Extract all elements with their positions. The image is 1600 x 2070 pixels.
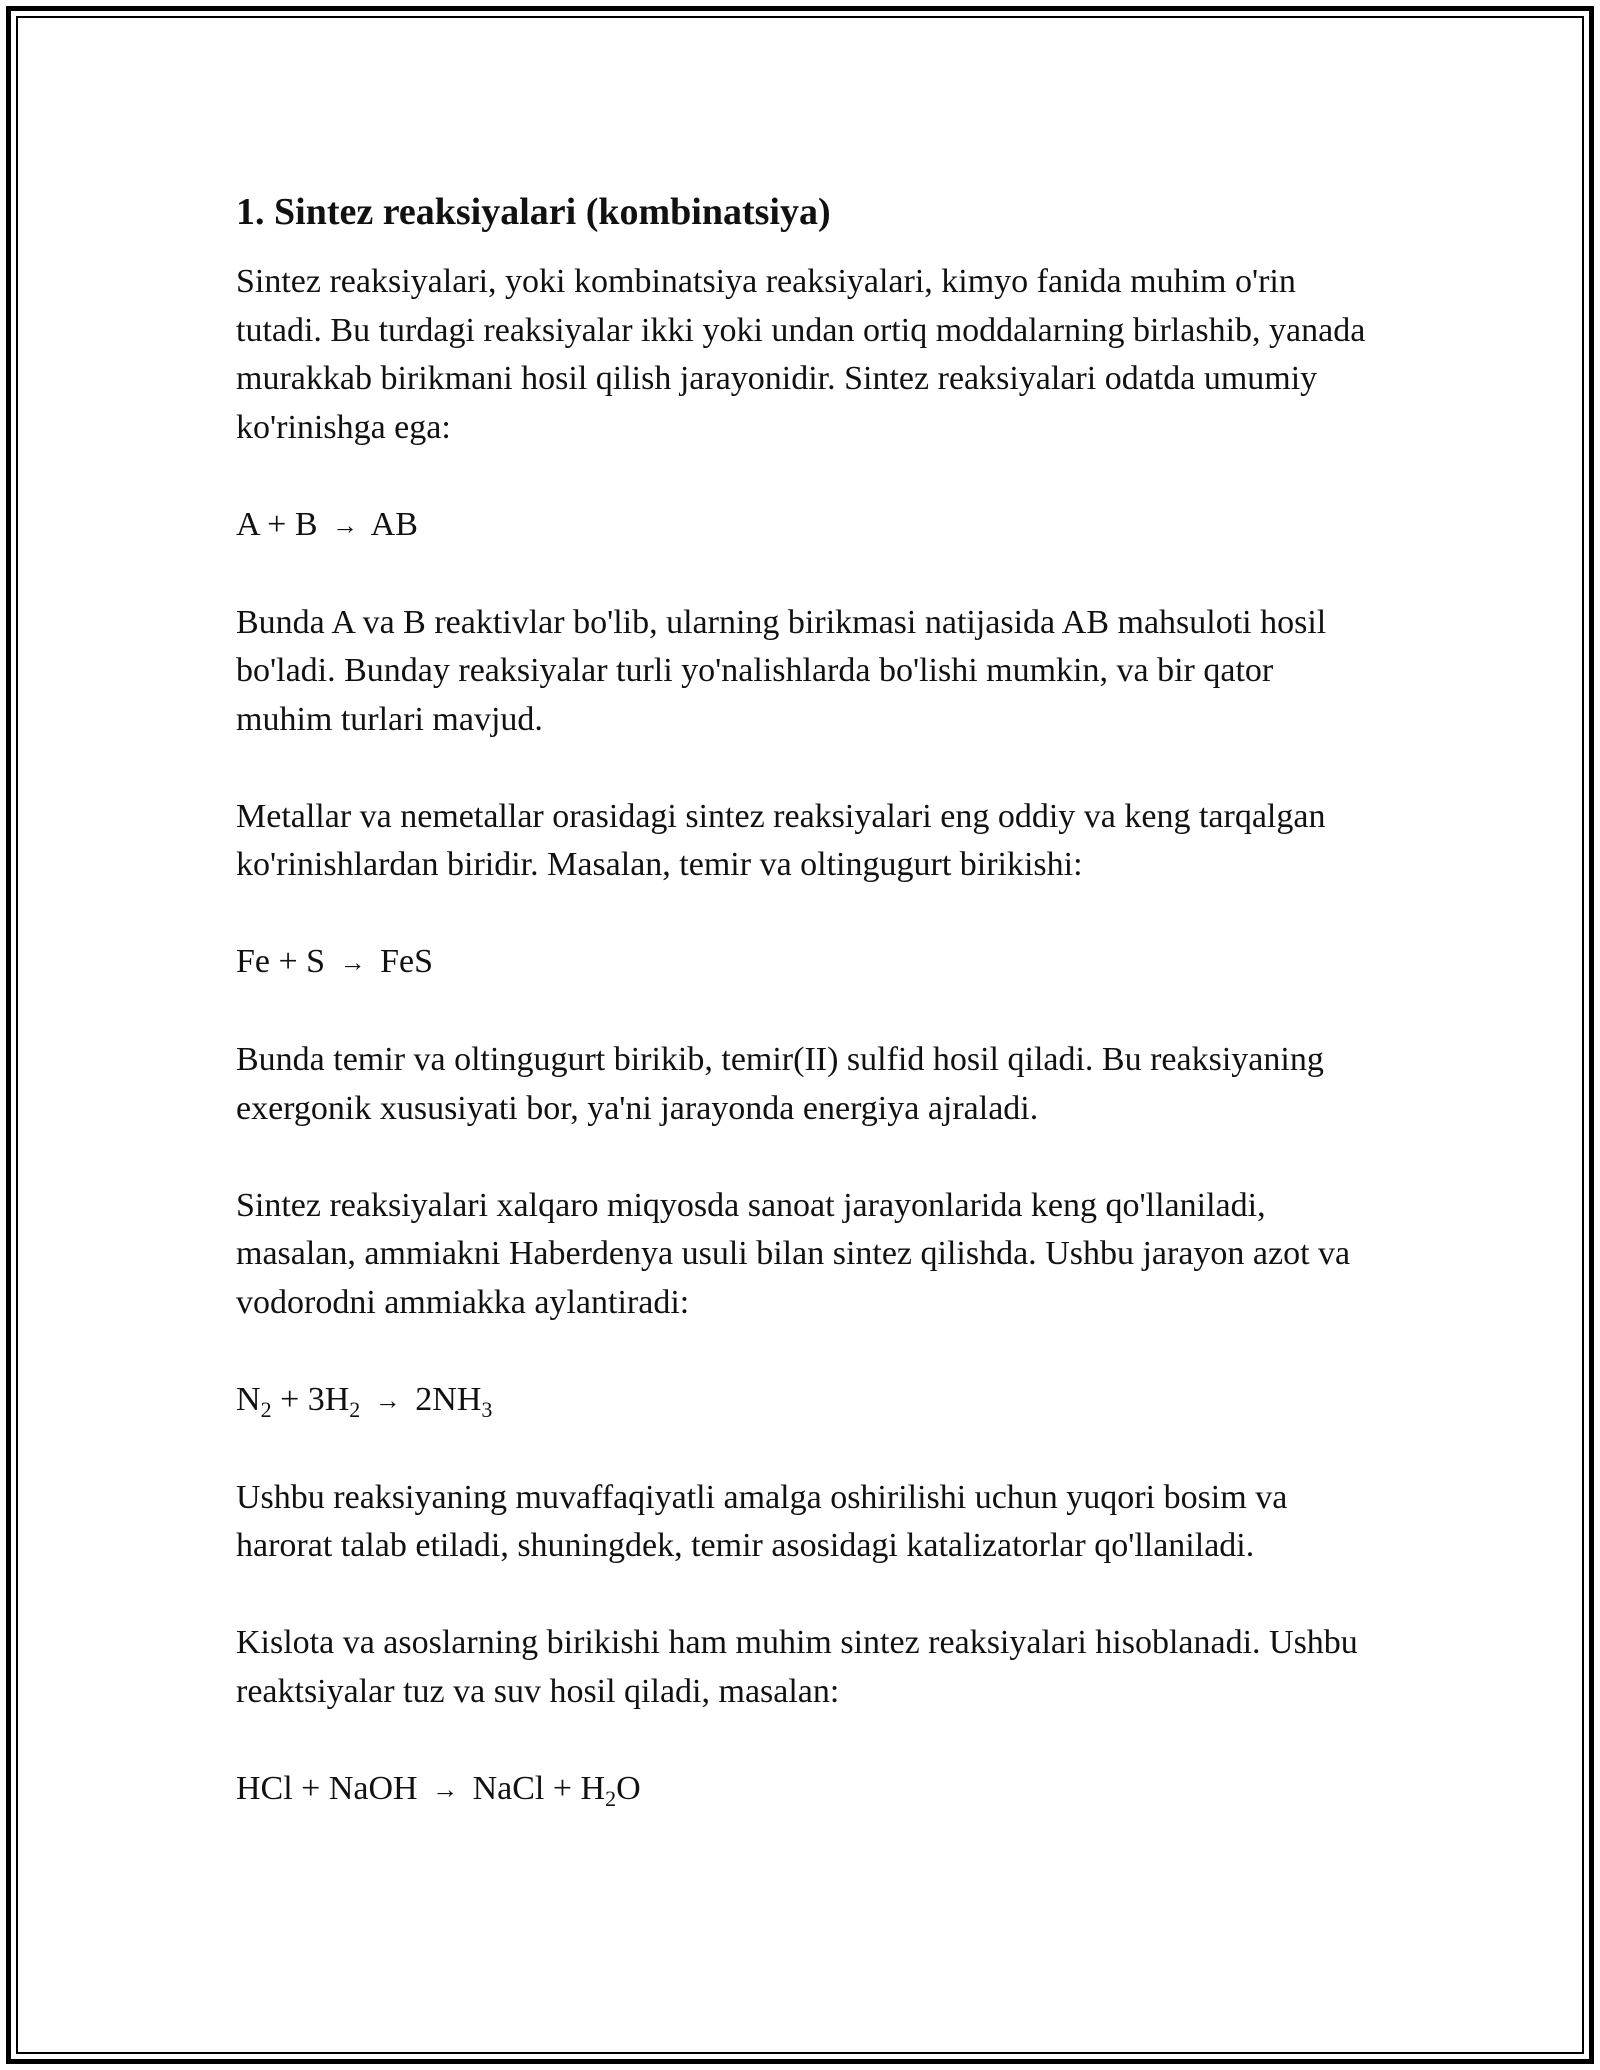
equation-iron-sulfur — [236, 938, 1366, 988]
subscript: 3 — [481, 1396, 493, 1422]
equation-lhs: Fe + S — [236, 943, 326, 980]
paragraph-industry: Sintez reaksiyalari xalqaro miqyosda sanoat jarayonlarida keng qo'llaniladi, masalan, ammiakni Haberdenya usuli bilan sintez qilishda. Ushbu jarayon azot va vodorodni ammiakka aylantiradi: — [236, 1186, 1351, 1321]
equation-rhs: NaCl + H — [472, 1769, 606, 1807]
paragraph-intro: Sintez reaksiyalari, yoki kombinatsiya reaksiyalari, kimyo fanida muhim o'rin tutadi. Bu turdagi reaksiyalar ikki yoki undan ortiq moddalarning birlashib, yanada murakkab birikmani hosil qilish jarayonidir. Sintez reaksiyalari odatda umumiy ko'rinishga ega: — [236, 263, 1366, 446]
paragraph-acid-base: Kislota va asoslarning birikishi ham muhim sintez reaksiyalari hisoblanadi. Ushbu reaktsiyalar tuz va suv hosil qiladi, masalan: — [236, 1624, 1358, 1710]
equation-neutralization — [236, 1765, 1366, 1815]
equation-rhs: 2NH — [415, 1380, 482, 1418]
subscript: 2 — [349, 1396, 361, 1422]
section-heading: 1. Sintez reaksiyalari (kombinatsiya) — [236, 191, 831, 233]
arrow-icon: → — [339, 948, 366, 977]
paragraph-reactants: Bunda A va B reaktivlar bo'lib, ularning birikmasi natijasida AB mahsuloti hosil bo'ladi. Bunday reaksiyalar turli yo'nalishlarda bo'lishi mumkin, va bir qator muhim turlari mavjud. — [236, 603, 1327, 738]
equation-rhs: FeS — [380, 943, 434, 980]
equation-term: N — [236, 1380, 261, 1418]
equation-term: O — [616, 1769, 641, 1807]
document-body — [236, 186, 1366, 1863]
arrow-icon: → — [332, 510, 359, 540]
equation-rhs: AB — [370, 505, 418, 543]
equation-lhs: A + B — [236, 505, 318, 543]
subscript: 2 — [260, 1396, 272, 1422]
arrow-icon: → — [374, 1385, 401, 1415]
equation-lhs: HCl + NaOH — [236, 1769, 418, 1807]
equation-ammonia — [236, 1376, 1366, 1426]
paragraph-conditions: Ushbu reaksiyaning muvaffaqiyatli amalga oshirilishi uchun yuqori bosim va harorat talab etiladi, shuningdek, temir asosidagi katalizatorlar qo'llaniladi. — [236, 1478, 1288, 1564]
paragraph-metals: Metallar va nemetallar orasidagi sintez reaksiyalari eng oddiy va keng tarqalgan ko'rinishlardan biridir. Masalan, temir va oltingugurt birikishi: — [236, 797, 1326, 883]
equation-term: + 3H — [271, 1380, 350, 1418]
subscript: 2 — [605, 1785, 617, 1811]
equation-general — [236, 501, 1366, 551]
arrow-icon: → — [432, 1774, 459, 1804]
paragraph-iron-sulfide: Bunda temir va oltingugurt birikib, temir(II) sulfid hosil qiladi. Bu reaksiyaning exergonik xususiyati bor, ya'ni jarayonda energiya ajraladi. — [236, 1041, 1324, 1127]
